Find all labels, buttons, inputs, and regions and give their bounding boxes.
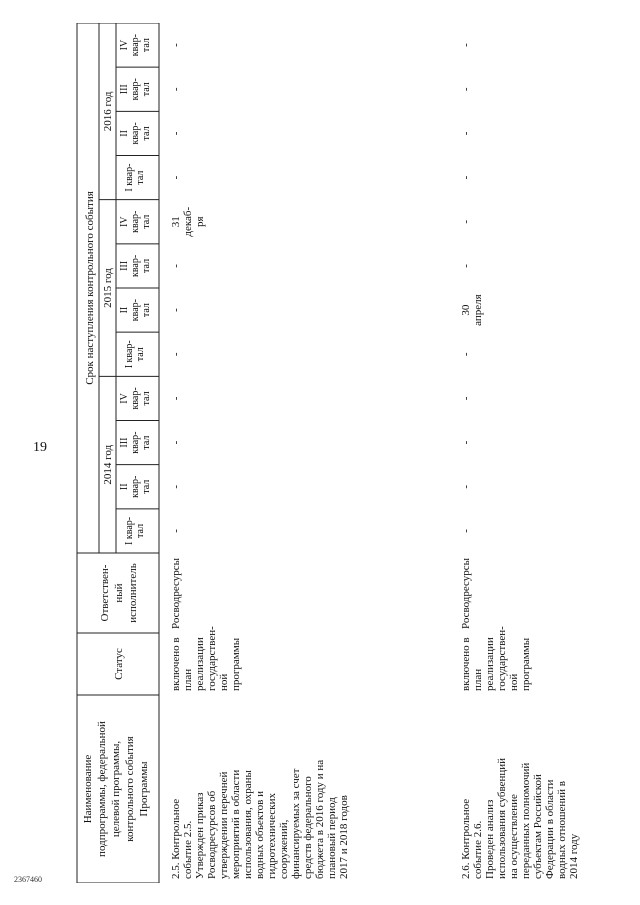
deadline-cell: - xyxy=(460,219,472,224)
deadline-cell: - xyxy=(170,352,182,357)
deadline-cell: - xyxy=(170,43,182,47)
event-executor: Росводресурсы xyxy=(460,557,472,629)
deadline-cell: - xyxy=(460,440,472,445)
deadline-cell: - xyxy=(170,484,182,489)
year-header: 2015 год xyxy=(102,268,114,308)
quarter-header: IIIквар-тал xyxy=(119,254,152,278)
deadline-cell: - xyxy=(460,131,472,136)
deadline-cell: - xyxy=(170,396,182,401)
deadline-cell: - xyxy=(170,87,182,92)
event-status: включено впланреализациигосударствен-нойпрограммы xyxy=(460,626,532,691)
quarter-header: IIIквар-тал xyxy=(119,431,152,454)
event-executor: Росводресурсы xyxy=(170,557,182,629)
quarter-header: IIквар-тал xyxy=(119,122,152,145)
executor-column-header: Ответствен- ный исполнитель xyxy=(99,563,139,623)
quarter-header: IVквар-тал xyxy=(119,210,152,233)
deadline-cell: - xyxy=(460,484,472,489)
quarter-header: I квар-тал xyxy=(124,340,146,369)
quarter-header: IIквар-тал xyxy=(119,475,152,498)
deadline-group-header: Срок наступления контрольного события xyxy=(84,191,96,385)
quarter-header: IIквар-тал xyxy=(119,298,152,322)
deadline-cell: 31декаб-ря xyxy=(170,206,206,237)
deadline-cell: - xyxy=(460,87,472,92)
rotated-table-container xyxy=(59,23,619,883)
year-header: 2016 год xyxy=(102,91,114,132)
event-name: 2.5. Контрольноесобытие 2.5.Утвержден приказРосводресурсов обутверждении перечнеймероприятий в областииспользования, охраныводных объектов игидротехническихсооружений,финансируемых за счетсредств федеральногобюджета в 2016 году и наплановый период2017 и 2018 годов xyxy=(170,759,350,879)
deadline-cell: - xyxy=(170,440,182,445)
deadline-cell: - xyxy=(460,175,472,180)
quarter-header: IIIквар-тал xyxy=(119,78,152,101)
deadline-cell: - xyxy=(170,308,182,312)
deadline-cell: - xyxy=(170,529,182,533)
deadline-cell: - xyxy=(460,43,472,47)
deadline-cell: - xyxy=(170,264,182,268)
control-events-table xyxy=(59,23,619,883)
quarter-header: I квар-тал xyxy=(124,516,146,545)
deadline-cell: - xyxy=(460,396,472,401)
document-code: 2367460 xyxy=(14,875,42,884)
table-text xyxy=(82,34,580,879)
deadline-cell: - xyxy=(170,131,182,136)
deadline-cell: 30апреля xyxy=(460,294,484,326)
name-column-header: Наименование подпрограммы, федеральной целевой программы, контрольного события Программы xyxy=(82,721,150,857)
page-number: 19 xyxy=(33,440,47,455)
quarter-header: I квар-тал xyxy=(124,163,146,192)
deadline-cell: - xyxy=(460,529,472,533)
deadline-cell: - xyxy=(170,175,182,180)
quarter-header: IVквар-тал xyxy=(119,33,152,57)
event-name: 2.6. Контрольноесобытие 2.6.Проведен анализиспользования субвенцийна осуществлениепереданных полномочийсубъектам РоссийскойФедерации в областиводных отношений в2014 году xyxy=(460,757,580,879)
deadline-cell: - xyxy=(460,264,472,268)
event-status: включено впланреализациигосударствен-нойпрограммы xyxy=(170,626,242,691)
year-header: 2014 год xyxy=(102,444,114,485)
quarter-header: IVквар-тал xyxy=(119,387,152,410)
deadline-cell: - xyxy=(460,352,472,357)
status-column-header: Статус xyxy=(113,648,125,680)
